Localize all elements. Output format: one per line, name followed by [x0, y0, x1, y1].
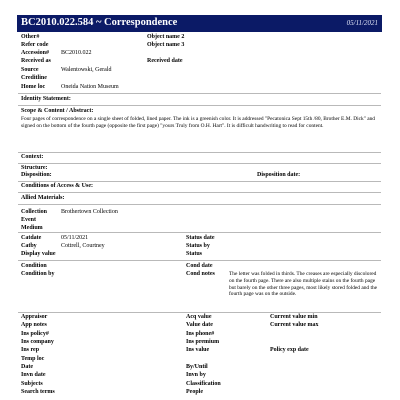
value-date-label: Value date [186, 322, 213, 328]
ins-policy-label: Ins policy# [21, 331, 49, 337]
cond-notes-text: The letter was folded in thirds. The creases are especially discolored on the fourth page. There are also multiple stains on the fourth page but barely on the other three pages, most likely stored folded and the fourth page was on the outside. [229, 271, 378, 298]
ins-phone-label: Ins phone# [186, 331, 215, 337]
status-label: Status [186, 251, 203, 257]
divider [18, 232, 381, 233]
record-date: 05/11/2021 [346, 19, 378, 27]
object-name-3-label: Object name 3 [147, 42, 185, 48]
by-until-label: By/Until [186, 364, 208, 370]
app-notes-label: App notes [21, 322, 47, 328]
appraisor-label: Appraisor [21, 314, 48, 320]
record-title: BC2010.022.584 ~ Correspondence [21, 17, 178, 28]
acq-value-label: Acq value [186, 314, 212, 320]
home-loc-value: Oneida Nation Museum [61, 84, 119, 90]
home-loc-label: Home loc [21, 84, 46, 90]
refer-code-label: Refer code [21, 42, 49, 48]
conditions-access-label: Conditions of Access & Use: [21, 183, 93, 189]
other-label: Other# [21, 34, 40, 40]
search-terms-label: Search terms [21, 389, 55, 395]
identity-statement-label: Identity Statement: [21, 96, 71, 102]
condition-by-label: Condition by [21, 271, 55, 277]
invn-by-label: Invn by [186, 372, 206, 378]
cond-notes-label: Cond notes [186, 271, 215, 277]
source-label: Source [21, 67, 39, 73]
invn-date-label: Invn date [21, 372, 46, 378]
divider [18, 260, 381, 261]
divider [18, 204, 381, 205]
divider [18, 163, 381, 164]
current-value-min-label: Current value min [270, 314, 318, 320]
catdate-label: Catdate [21, 235, 42, 241]
cond-date-label: Cond date [186, 263, 213, 269]
divider [18, 105, 381, 106]
scope-content-label: Scope & Content / Abstract: [21, 108, 94, 114]
ins-rep-label: Ins rep [21, 347, 40, 353]
divider [18, 192, 381, 193]
date-label: Date [21, 364, 33, 370]
condition-label: Condition [21, 263, 47, 269]
event-label: Event [21, 217, 36, 223]
received-as-label: Received as [21, 58, 51, 64]
catby-label: Catby [21, 243, 37, 249]
classification-label: Classification [186, 381, 221, 387]
collection-value: Brothertown Collection [61, 209, 118, 215]
temp-loc-label: Temp loc [21, 356, 45, 362]
catby-value: Cottrell, Courtney [61, 243, 105, 249]
collection-label: Collection [21, 209, 47, 215]
status-date-label: Status date [186, 235, 215, 241]
context-label: Context: [21, 154, 44, 160]
allied-materials-label: Allied Materials: [21, 195, 65, 201]
structure-label: Structure: [21, 165, 48, 171]
object-name-2-label: Object name 2 [147, 34, 185, 40]
divider [18, 181, 381, 182]
subjects-label: Subjects [21, 381, 43, 387]
policy-exp-date-label: Policy exp date [270, 347, 309, 353]
medium-label: Medium [21, 225, 43, 231]
source-value: Walentowski, Gerald [61, 67, 112, 73]
scope-content-text: Four pages of correspondence on a single sheet of folded, lined paper. The ink is a greenish color. It is addressed "Pecatonica Sept 15th /80, Brother E.M. Dick" and signed on the bottom of the fourth page (opposite the first page) "yours Truly from O.H. Hart". It is difficult handwriting to read for content. [21, 116, 376, 129]
accession-label: Accession# [21, 50, 49, 56]
divider [18, 93, 381, 94]
status-by-label: Status by [186, 243, 210, 249]
record-header [17, 15, 382, 32]
accession-value: BC2010.022 [61, 50, 92, 56]
received-date-label: Received date [147, 58, 183, 64]
current-value-max-label: Current value max [270, 322, 319, 328]
creditline-label: Creditline [21, 75, 47, 81]
disposition-label: Disposition: [21, 172, 52, 178]
display-value-label: Display value [21, 251, 56, 257]
ins-value-label: Ins value [186, 347, 210, 353]
catdate-value: 05/11/2021 [61, 235, 89, 241]
divider [18, 312, 381, 313]
divider [18, 152, 381, 153]
ins-premium-label: Ins premium [186, 339, 220, 345]
ins-company-label: Ins company [21, 339, 54, 345]
disposition-date-label: Disposition date: [257, 172, 301, 178]
people-label: People [186, 389, 203, 395]
